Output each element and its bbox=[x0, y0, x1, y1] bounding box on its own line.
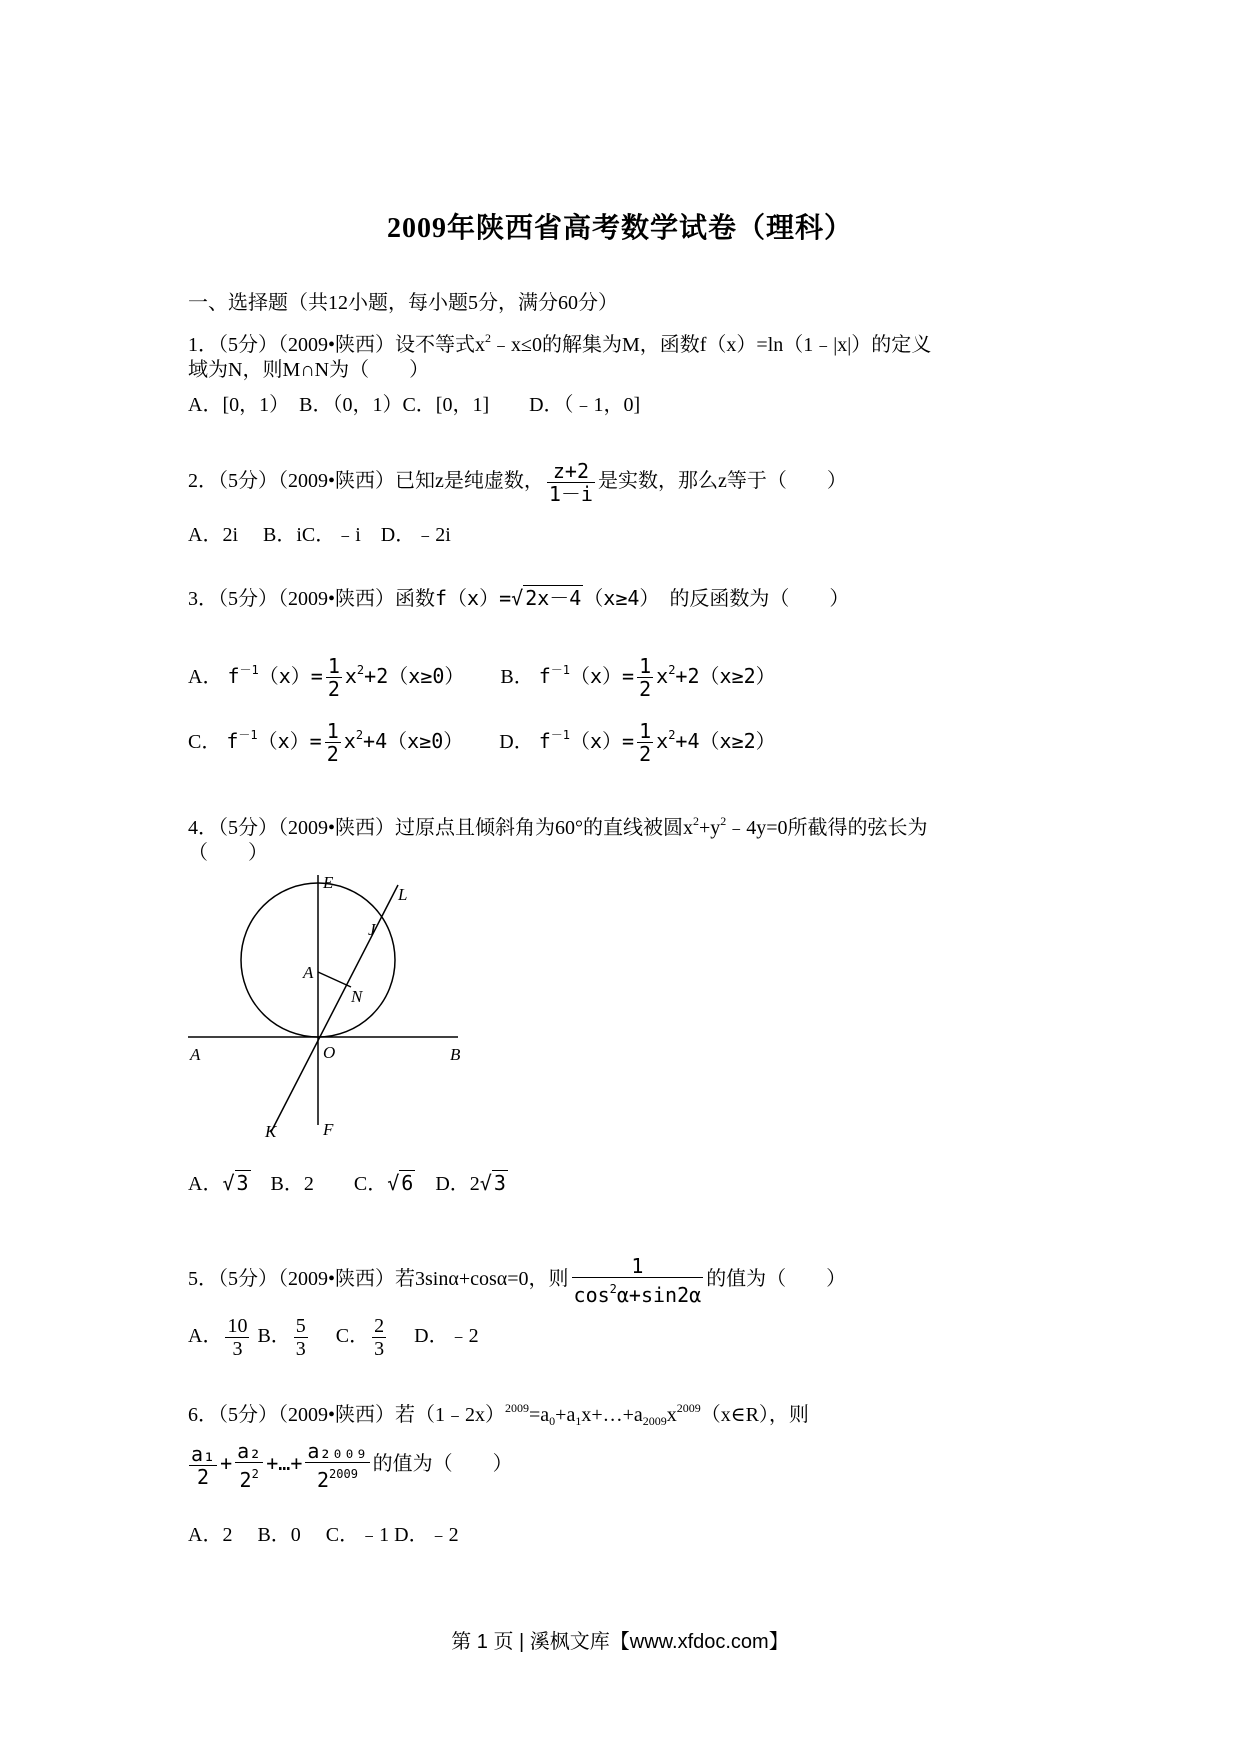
q6-dots: +…+ bbox=[266, 1451, 303, 1476]
q4-optD-rad: 3 bbox=[493, 1171, 506, 1195]
q4-text-c: ﹣4y=0所截得的弦长为 bbox=[726, 817, 928, 839]
q4-optA: A． bbox=[188, 1173, 223, 1195]
q5-pre: 5．（5分）（2009•陕西）若3sinα+cosα=0，则 bbox=[188, 1268, 569, 1291]
q3-optA-num: 1 bbox=[327, 654, 340, 678]
q4-optC-sqrt: √ 6 bbox=[387, 1171, 414, 1195]
q4-label-j: J bbox=[368, 920, 376, 939]
q3-func bbox=[435, 586, 649, 610]
q3-optC-den: 2 bbox=[326, 742, 339, 766]
q3-optA-f: f bbox=[227, 664, 240, 688]
q3-radicand: 2x－4 bbox=[525, 586, 582, 610]
q3-post: 的反函数为（ ） bbox=[669, 588, 850, 610]
q6-frac3-den-sup: 2009 bbox=[329, 1467, 358, 1481]
q3-optC-f: f bbox=[226, 729, 239, 753]
q4-segment-an bbox=[318, 972, 351, 987]
q6-mid-b: +a bbox=[555, 1404, 576, 1426]
q4-text-b: +y bbox=[699, 817, 721, 839]
q4-label-a-left: A bbox=[190, 1045, 201, 1064]
q6-frac1 bbox=[189, 1443, 217, 1488]
q4-label-l: L bbox=[398, 885, 408, 904]
q6-sup2: 2009 bbox=[676, 1401, 701, 1415]
q3-optD-x: x bbox=[656, 729, 669, 753]
q4-sup1: 2 bbox=[693, 814, 699, 828]
q6-mid-a: =a bbox=[529, 1404, 550, 1426]
q5-line bbox=[188, 1255, 846, 1306]
q6-frac2-num: a₂ bbox=[237, 1439, 262, 1463]
q3-optB-mid: （x）= bbox=[570, 664, 635, 688]
q4-optD: D．2 bbox=[435, 1173, 480, 1195]
q3-optC-label: C． bbox=[188, 731, 222, 753]
q6-post: （x∈R），则 bbox=[700, 1404, 809, 1426]
q3-optB-xsup: 2 bbox=[668, 663, 676, 677]
q5-fraction bbox=[572, 1255, 704, 1306]
q6-pre: 6．（5分）（2009•陕西）若（1﹣2x） bbox=[188, 1404, 506, 1426]
q3-option-b bbox=[500, 655, 775, 700]
q3-optC-frac bbox=[325, 720, 341, 765]
q3-optC-x: x bbox=[343, 729, 356, 753]
page-title: 2009年陕西省高考数学试卷（理科） bbox=[386, 213, 853, 244]
q1-text-b: ﹣x≤0的解集为M，函数f（x）=ln（1﹣|x|）的定义 bbox=[491, 334, 932, 356]
q6-plus: + bbox=[220, 1451, 233, 1476]
q3-optA-frac bbox=[326, 655, 342, 700]
q4-optD-sqrt: √ 3 bbox=[479, 1171, 506, 1195]
section-heading: 一、选择题（共12小题，每小题5分，满分60分） bbox=[188, 292, 618, 314]
q6-sub0: 0 bbox=[549, 1414, 556, 1428]
q5-num: 1 bbox=[572, 1255, 704, 1278]
q4-line1 bbox=[188, 808, 928, 841]
q6-frac3 bbox=[305, 1440, 369, 1491]
q3-optA-label: A． bbox=[188, 666, 223, 688]
q5-den bbox=[572, 1278, 704, 1306]
q6-sub1: 1 bbox=[575, 1414, 582, 1428]
q4-options bbox=[188, 1170, 508, 1197]
q2-post: 是实数，那么z等于（ ） bbox=[597, 470, 847, 493]
q5-optC: C． bbox=[335, 1325, 370, 1348]
q4-label-e: E bbox=[323, 873, 334, 892]
q2-fraction bbox=[547, 460, 595, 505]
q3-optD-f: f bbox=[538, 729, 551, 753]
q3-options-ab bbox=[188, 655, 776, 700]
q3-option-c bbox=[188, 720, 463, 765]
q3-optC-num: 1 bbox=[326, 719, 339, 743]
q6-mid-c: x+…+a bbox=[581, 1404, 643, 1426]
q5-optB-frac bbox=[294, 1315, 308, 1360]
q2-line bbox=[188, 460, 847, 505]
q3-optD-num: 1 bbox=[639, 719, 652, 743]
q3-optC-mid: （x）= bbox=[257, 729, 322, 753]
q6-frac3-den-a: 2 bbox=[316, 1468, 330, 1492]
q3-optD-frac bbox=[637, 720, 653, 765]
q4-optA-rad: 3 bbox=[236, 1171, 249, 1195]
q4-figure bbox=[188, 870, 478, 1145]
q4-label-a-center: A bbox=[303, 963, 314, 982]
q6-frac1-den: 2 bbox=[197, 1465, 210, 1489]
q3-optB-label: B． bbox=[500, 666, 534, 688]
q3-optB-num: 1 bbox=[639, 654, 652, 678]
q3-optB-x: x bbox=[656, 664, 669, 688]
q3-optA-den: 2 bbox=[327, 677, 340, 701]
q4-line2: （ ） bbox=[188, 842, 268, 864]
q6-tail: 的值为（ ） bbox=[372, 1453, 513, 1476]
q3-optA-post: +2（x≥0） bbox=[364, 664, 465, 688]
q6-frac2 bbox=[235, 1440, 263, 1491]
q4-optB: B．2 C． bbox=[270, 1173, 388, 1195]
q4-optC-rad: 6 bbox=[401, 1171, 414, 1195]
q2-pre: 2．（5分）（2009•陕西）已知z是纯虚数， bbox=[188, 470, 544, 493]
q5-options bbox=[188, 1315, 479, 1360]
q6-sub2009: 2009 bbox=[642, 1414, 667, 1428]
q3-optC-xsup: 2 bbox=[355, 728, 364, 742]
q5-optA: A． bbox=[188, 1325, 223, 1348]
q6-options: A．2 B．0 C．﹣1 D．﹣2 bbox=[188, 1524, 459, 1546]
q5-optB-num: 5 bbox=[295, 1315, 306, 1337]
q3-func-a: f（x）= bbox=[435, 586, 512, 610]
q5-optA-num: 10 bbox=[227, 1315, 248, 1337]
q4-label-n: N bbox=[351, 987, 363, 1006]
q3-pre: 3．（5分）（2009•陕西）函数 bbox=[188, 588, 436, 610]
q3-optD-mid: （x）= bbox=[570, 729, 635, 753]
q5-optD: D．﹣2 bbox=[414, 1325, 479, 1348]
q1-line1 bbox=[188, 325, 931, 358]
q6-frac2-den-a: 2 bbox=[239, 1468, 252, 1492]
q3-optB-den: 2 bbox=[639, 677, 652, 701]
q4-label-f: F bbox=[323, 1120, 334, 1139]
q3-optA-mid: （x）= bbox=[258, 664, 323, 688]
q3-optD-post: +4（x≥2） bbox=[675, 729, 776, 753]
q3-optA-sup: －1 bbox=[239, 663, 259, 677]
q5-optC-num: 2 bbox=[374, 1315, 385, 1337]
q3-optB-f: f bbox=[538, 664, 551, 688]
q1-options: A．[0，1） B．（0，1）C．[0，1] D．（﹣1，0] bbox=[188, 394, 641, 416]
q2-num: z+2 bbox=[547, 460, 595, 483]
q3-optA-xsup: 2 bbox=[356, 663, 365, 677]
q3-sqrt: √ 2x－4 bbox=[511, 586, 582, 610]
q5-den-b: α+sin2α bbox=[616, 1283, 702, 1307]
q5-den-sup: 2 bbox=[609, 1282, 617, 1296]
q1-exp: 2 bbox=[485, 331, 492, 345]
q5-optB-den: 3 bbox=[295, 1338, 306, 1360]
q6-frac2-den-sup: 2 bbox=[251, 1467, 259, 1481]
q6-line1 bbox=[188, 1395, 809, 1434]
q3-optD-sup: －1 bbox=[550, 728, 570, 742]
q3-options-cd bbox=[188, 720, 776, 765]
q3-optB-post: +2（x≥2） bbox=[675, 664, 776, 688]
q4-label-b: B bbox=[450, 1045, 461, 1064]
q3-optD-den: 2 bbox=[639, 742, 652, 766]
q3-optA-x: x bbox=[344, 664, 357, 688]
q6-sup1: 2009 bbox=[505, 1401, 530, 1415]
q1-line2: 域为N，则M∩N为（ ） bbox=[188, 359, 430, 381]
q2-den: 1－i bbox=[548, 482, 593, 506]
q5-post: 的值为（ ） bbox=[706, 1268, 847, 1291]
q6-mid-d: x bbox=[666, 1404, 677, 1426]
q3-option-a bbox=[188, 655, 464, 700]
page-footer: 第 1 页 | 溪枫文库【www.xfdoc.com】 bbox=[451, 1631, 789, 1653]
q6-line2 bbox=[186, 1440, 513, 1491]
q5-optA-den: 3 bbox=[232, 1338, 243, 1360]
q4-optA-sqrt: √ 3 bbox=[222, 1171, 249, 1195]
q5-optC-frac bbox=[372, 1315, 386, 1360]
q6-frac3-den bbox=[305, 1463, 369, 1491]
q3-optB-frac bbox=[637, 655, 653, 700]
q3-optD-label: D． bbox=[499, 731, 534, 753]
q3-optB-sup: －1 bbox=[550, 663, 570, 677]
q3-optC-sup: －1 bbox=[238, 728, 258, 742]
q4-line-kl bbox=[271, 885, 398, 1132]
q2-options: A．2i B．iC．﹣i D．﹣2i bbox=[188, 524, 451, 546]
q4-sup2: 2 bbox=[720, 814, 727, 828]
q6-frac1-num: a₁ bbox=[191, 1442, 216, 1466]
q5-optB: B． bbox=[257, 1325, 291, 1348]
q5-optA-frac bbox=[225, 1315, 249, 1360]
q5-den-a: cos bbox=[573, 1283, 610, 1307]
q6-frac3-num: a₂₀₀₉ bbox=[307, 1439, 368, 1463]
q3-option-d bbox=[499, 720, 775, 765]
q6-frac2-den bbox=[235, 1463, 263, 1491]
q3-line bbox=[188, 585, 849, 612]
q4-label-o: O bbox=[323, 1043, 336, 1062]
q3-optD-xsup: 2 bbox=[668, 728, 676, 742]
q4-label-k: K bbox=[265, 1122, 277, 1141]
q1-text-a: 1．（5分）（2009•陕西）设不等式x bbox=[188, 334, 486, 356]
q5-optC-den: 3 bbox=[374, 1338, 385, 1360]
q4-text-a: 4．（5分）（2009•陕西）过原点且倾斜角为60°的直线被圆x bbox=[188, 817, 693, 839]
q3-func-b: （x≥4） bbox=[583, 586, 650, 610]
q3-optC-post: +4（x≥0） bbox=[363, 729, 464, 753]
